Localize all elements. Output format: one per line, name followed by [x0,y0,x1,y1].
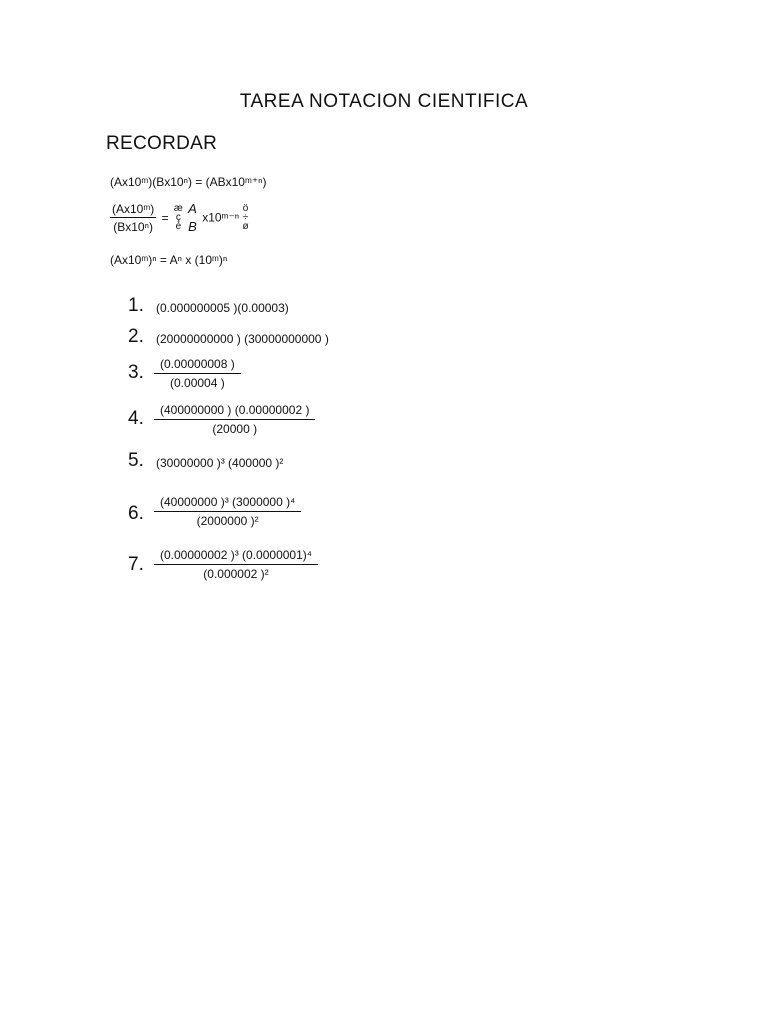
formula-product [110,175,267,189]
problem-fraction [154,357,241,390]
formula-quotient-power: x10ᵐ⁻ⁿ [202,210,240,225]
problem-denominator: (0.000002 )² [154,564,318,581]
problem-number: 3. [128,362,144,383]
problem-denominator: (0.00004 ) [154,373,241,390]
formula-quotient-fraction [110,202,156,234]
formula-quotient-a: A [188,201,197,216]
problem-number: 6. [128,503,144,524]
formula-quotient: $\frac{\text{(Ax10ᵐ)}}{\text{(Bx10ⁿ)}}$ = æ ç è A B x10ᵐ⁻ⁿ ö ÷ ø [112,201,249,234]
problem-denominator: (20000 ) [154,419,315,436]
problem-numerator: (0.00000008 ) [160,357,235,371]
formula-power [110,253,227,267]
right-bracket: ö ÷ ø [242,203,249,232]
problem-number: 7. [128,554,144,575]
problem-expression: (0.000000005 )(0.00003) [156,301,289,315]
formula-power-text: (Ax10ᵐ)ⁿ = Aⁿ x (10ᵐ)ⁿ [110,253,228,267]
problem-numerator: (400000000 ) (0.00000002 ) [160,403,310,417]
formula-quotient-b: B [188,219,197,234]
section-heading: RECORDAR [106,133,218,154]
problem-numerator: (40000000 )³ (3000000 )⁴ [160,495,296,509]
page-title: TAREA NOTACION CIENTIFICA [239,91,529,112]
formula-quotient-numerator: (Ax10ᵐ) [112,201,155,216]
formula-product-text: (Ax10ᵐ)(Bx10ⁿ) = (ABx10ᵐ⁺ⁿ) [110,175,267,189]
left-bracket: æ ç è [173,203,183,232]
problem-numerator: (0.00000002 )³ (0.0000001)⁴ [160,548,312,562]
formula-quotient-denominator: (Bx10ⁿ) [110,217,156,234]
problem-expression: (20000000000 ) (30000000000 ) [156,332,329,346]
problem-denominator: (2000000 )² [154,511,301,528]
problem-fraction [154,403,315,436]
problem-number: 1. [128,295,144,316]
problem-expression: (30000000 )³ (400000 )² [156,456,284,470]
problem-fraction [154,548,318,581]
problem-number: 5. [128,450,144,471]
formula-quotient-ab [186,201,199,234]
problem-number: 2. [128,326,144,347]
problem-number: 4. [128,408,144,429]
problem-fraction [154,495,301,528]
